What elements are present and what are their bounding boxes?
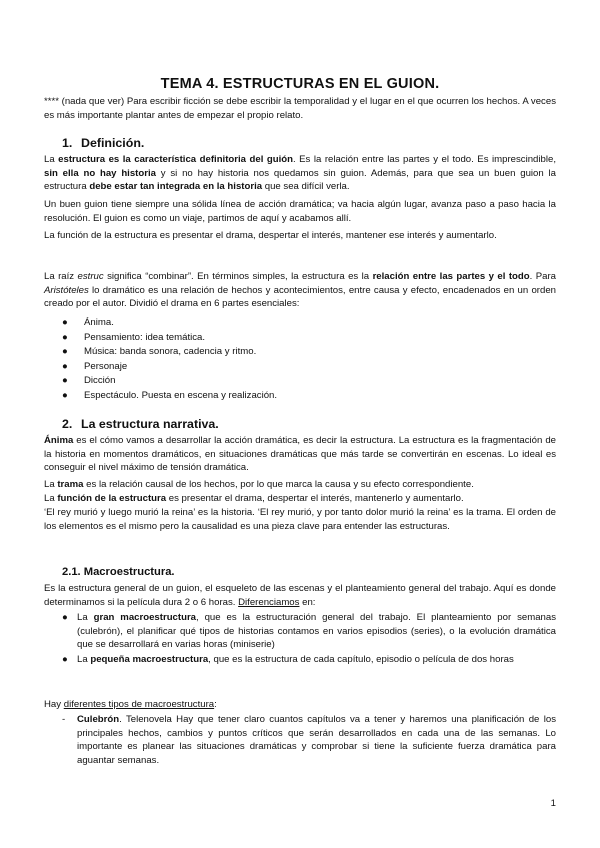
text-run: es la relación causal de los hechos, por lo que marca la causa y su efecto correspondiente. — [83, 479, 474, 490]
macrostructure-types-list — [44, 713, 556, 767]
text-run: lo dramático es una relación de hechos y acontecimientos, entre causa y efecto, encadenados en un orden creado por el autor. Dividió el drama en 6 partes esenciales: — [44, 284, 556, 310]
section-1-number: 1. — [62, 136, 73, 150]
bold-run: trama — [57, 479, 84, 490]
section-2-1-paragraph-1 — [44, 582, 556, 609]
bold-run: Ánima — [44, 435, 74, 446]
list-item-text: Personaje — [84, 360, 128, 372]
italic-run: Aristóteles — [44, 284, 89, 296]
section-1-paragraph-1 — [44, 153, 556, 194]
intro-paragraph: **** (nada que ver) Para escribir ficción se debe escribir la temporalidad y el lugar en el que ocurren los hechos. A veces es más importante plantar antes de empezar el propio relato. — [44, 96, 556, 121]
list-item-text: Música: banda sonora, cadencia y ritmo. — [84, 346, 257, 358]
text-run: es presentar el drama, despertar el interés, mantenerlo y aumentarlo. — [166, 493, 464, 504]
document-title: TEMA 4. ESTRUCTURAS EN EL GUION. — [160, 76, 440, 92]
bullet-icon: ● — [62, 653, 68, 665]
section-1-title: Definición. — [81, 136, 145, 150]
underlined-run: Diferenciamos — [238, 596, 300, 608]
list-item-text: Espectáculo. Puesta en escena y realización. — [84, 389, 278, 401]
dash-bullet-icon: - — [62, 714, 66, 725]
page-number: 1 — [550, 798, 556, 809]
text-run: La — [44, 154, 59, 165]
text-run: Es la estructura general de un guion, el esqueleto de las escenas y el planteamiento general del trabajo. Aquí es donde determinamos si la película dura 2 o 6 horas. — [44, 583, 556, 608]
section-2-paragraph-4: ‘El rey murió y luego murió la reina’ es la historia. ‘El rey murió, y por tanto dolor murió la reina’ es la trama. El orden de los elementos es el mismo pero la causalidad es una pieza clave para entender las estructuras. — [44, 507, 556, 532]
section-2-number: 2. — [62, 417, 73, 431]
list-item — [44, 360, 556, 375]
list-item-text: Ánima. — [84, 317, 114, 328]
section-1-paragraph-3: La función de la estructura es presentar el drama, despertar el interés, mantener ese interés y aumentarlo. — [44, 230, 497, 241]
italic-run: estruc — [77, 271, 104, 282]
section-2-1-heading: 2.1. Macroestructura. — [62, 566, 175, 578]
bullet-icon: ● — [62, 389, 68, 401]
list-item-text: Pensamiento: idea temática. — [84, 331, 206, 343]
text-run: . Telenovela Hay que tener claro cuantos capítulos va a tener y haremos una planificación de los principales hechos, cambios y puntos críticos que serán desarrollados en cada una de las semanas. Lo importante es planear las situaciones dramáticas y comprobar si tiene la suficiente fuerza dramática para aguantar semanas. — [77, 714, 556, 766]
macrostructure-types-intro — [44, 698, 556, 712]
bold-run: relación entre las partes y el todo — [372, 271, 530, 282]
bold-run: debe estar tan integrada en la historia — [89, 181, 263, 193]
bullet-icon: ● — [62, 375, 68, 387]
text-run: La — [77, 653, 91, 665]
drama-parts-list — [44, 316, 556, 404]
text-run: significa “combinar”. En términos simples, la estructura es la — [103, 271, 373, 282]
bullet-icon: ● — [62, 360, 68, 372]
list-item — [44, 316, 556, 331]
bullet-icon: ● — [62, 317, 68, 328]
section-1-paragraph-4 — [44, 270, 556, 311]
bold-run: sin ella no hay historia — [44, 167, 156, 179]
text-run: La — [77, 612, 94, 623]
list-item — [44, 374, 556, 389]
section-1-paragraph-2: Un buen guion tiene siempre una sólida línea de acción dramática; va hacia algún lugar, avanza paso a paso hacia la resolución. El guion es como un viaje, partimos de aquí y acabamos allí. — [44, 199, 556, 224]
section-2-heading — [62, 417, 219, 431]
text-run: , que es la estructura de cada capítulo, episodio o película de dos horas — [208, 653, 514, 665]
text-run: , que es la estructuración general del trabajo. El planteamiento por semanas (culebrón), el planificar qué tipos de historias contamos en varios episodios (series), o la evolución dramática que se desarrollará en varias horas (miniserie) — [77, 612, 557, 651]
section-1-heading — [62, 136, 144, 150]
list-item — [44, 653, 556, 667]
bold-run: pequeña macroestructura — [90, 653, 209, 665]
bullet-icon: ● — [62, 612, 68, 623]
text-run: y si no hay historia nos quedamos sin guion. Además, para que sea un buen guion la estructura — [44, 167, 556, 193]
text-run: es el cómo vamos a desarrollar la acción dramática, es decir la estructura. La estructura es la fragmentación de la historia en momentos dramáticos, en situaciones dramáticas que más tarde se convertirán en escenas. Lo ideal es conseguir el nivel máximo de tensión dramática. — [44, 435, 556, 474]
bold-run: estructura es la característica definitoria del guión — [58, 154, 293, 165]
text-run: La — [44, 479, 58, 490]
text-run: que sea difícil verla. — [262, 181, 350, 193]
bold-run: Culebrón — [77, 714, 120, 725]
list-item — [44, 713, 556, 767]
list-item — [44, 345, 556, 360]
bold-run: función de la estructura — [57, 493, 167, 504]
text-run: . Para — [529, 271, 556, 282]
bullet-icon: ● — [62, 331, 68, 343]
text-run: . Es la relación entre las partes y el todo. Es imprescindible, — [292, 154, 556, 165]
section-2-paragraph-1 — [44, 434, 556, 475]
list-item — [44, 389, 556, 404]
macrostructure-list — [44, 611, 556, 667]
bullet-icon: ● — [62, 346, 68, 358]
section-2-paragraph-3 — [44, 492, 556, 506]
list-item — [44, 331, 556, 346]
list-item — [44, 611, 556, 652]
section-2-paragraph-2 — [44, 478, 556, 492]
text-run: en: — [299, 596, 316, 608]
text-run: La raíz — [44, 271, 78, 282]
text-run: : — [214, 699, 217, 710]
list-item-text: Dicción — [84, 375, 116, 387]
text-run: La — [44, 493, 58, 504]
section-2-title: La estructura narrativa. — [81, 417, 219, 431]
bold-run: gran macroestructura — [93, 612, 197, 623]
text-run: Hay — [44, 699, 64, 710]
underlined-run: diferentes tipos de macroestructura — [63, 699, 215, 710]
